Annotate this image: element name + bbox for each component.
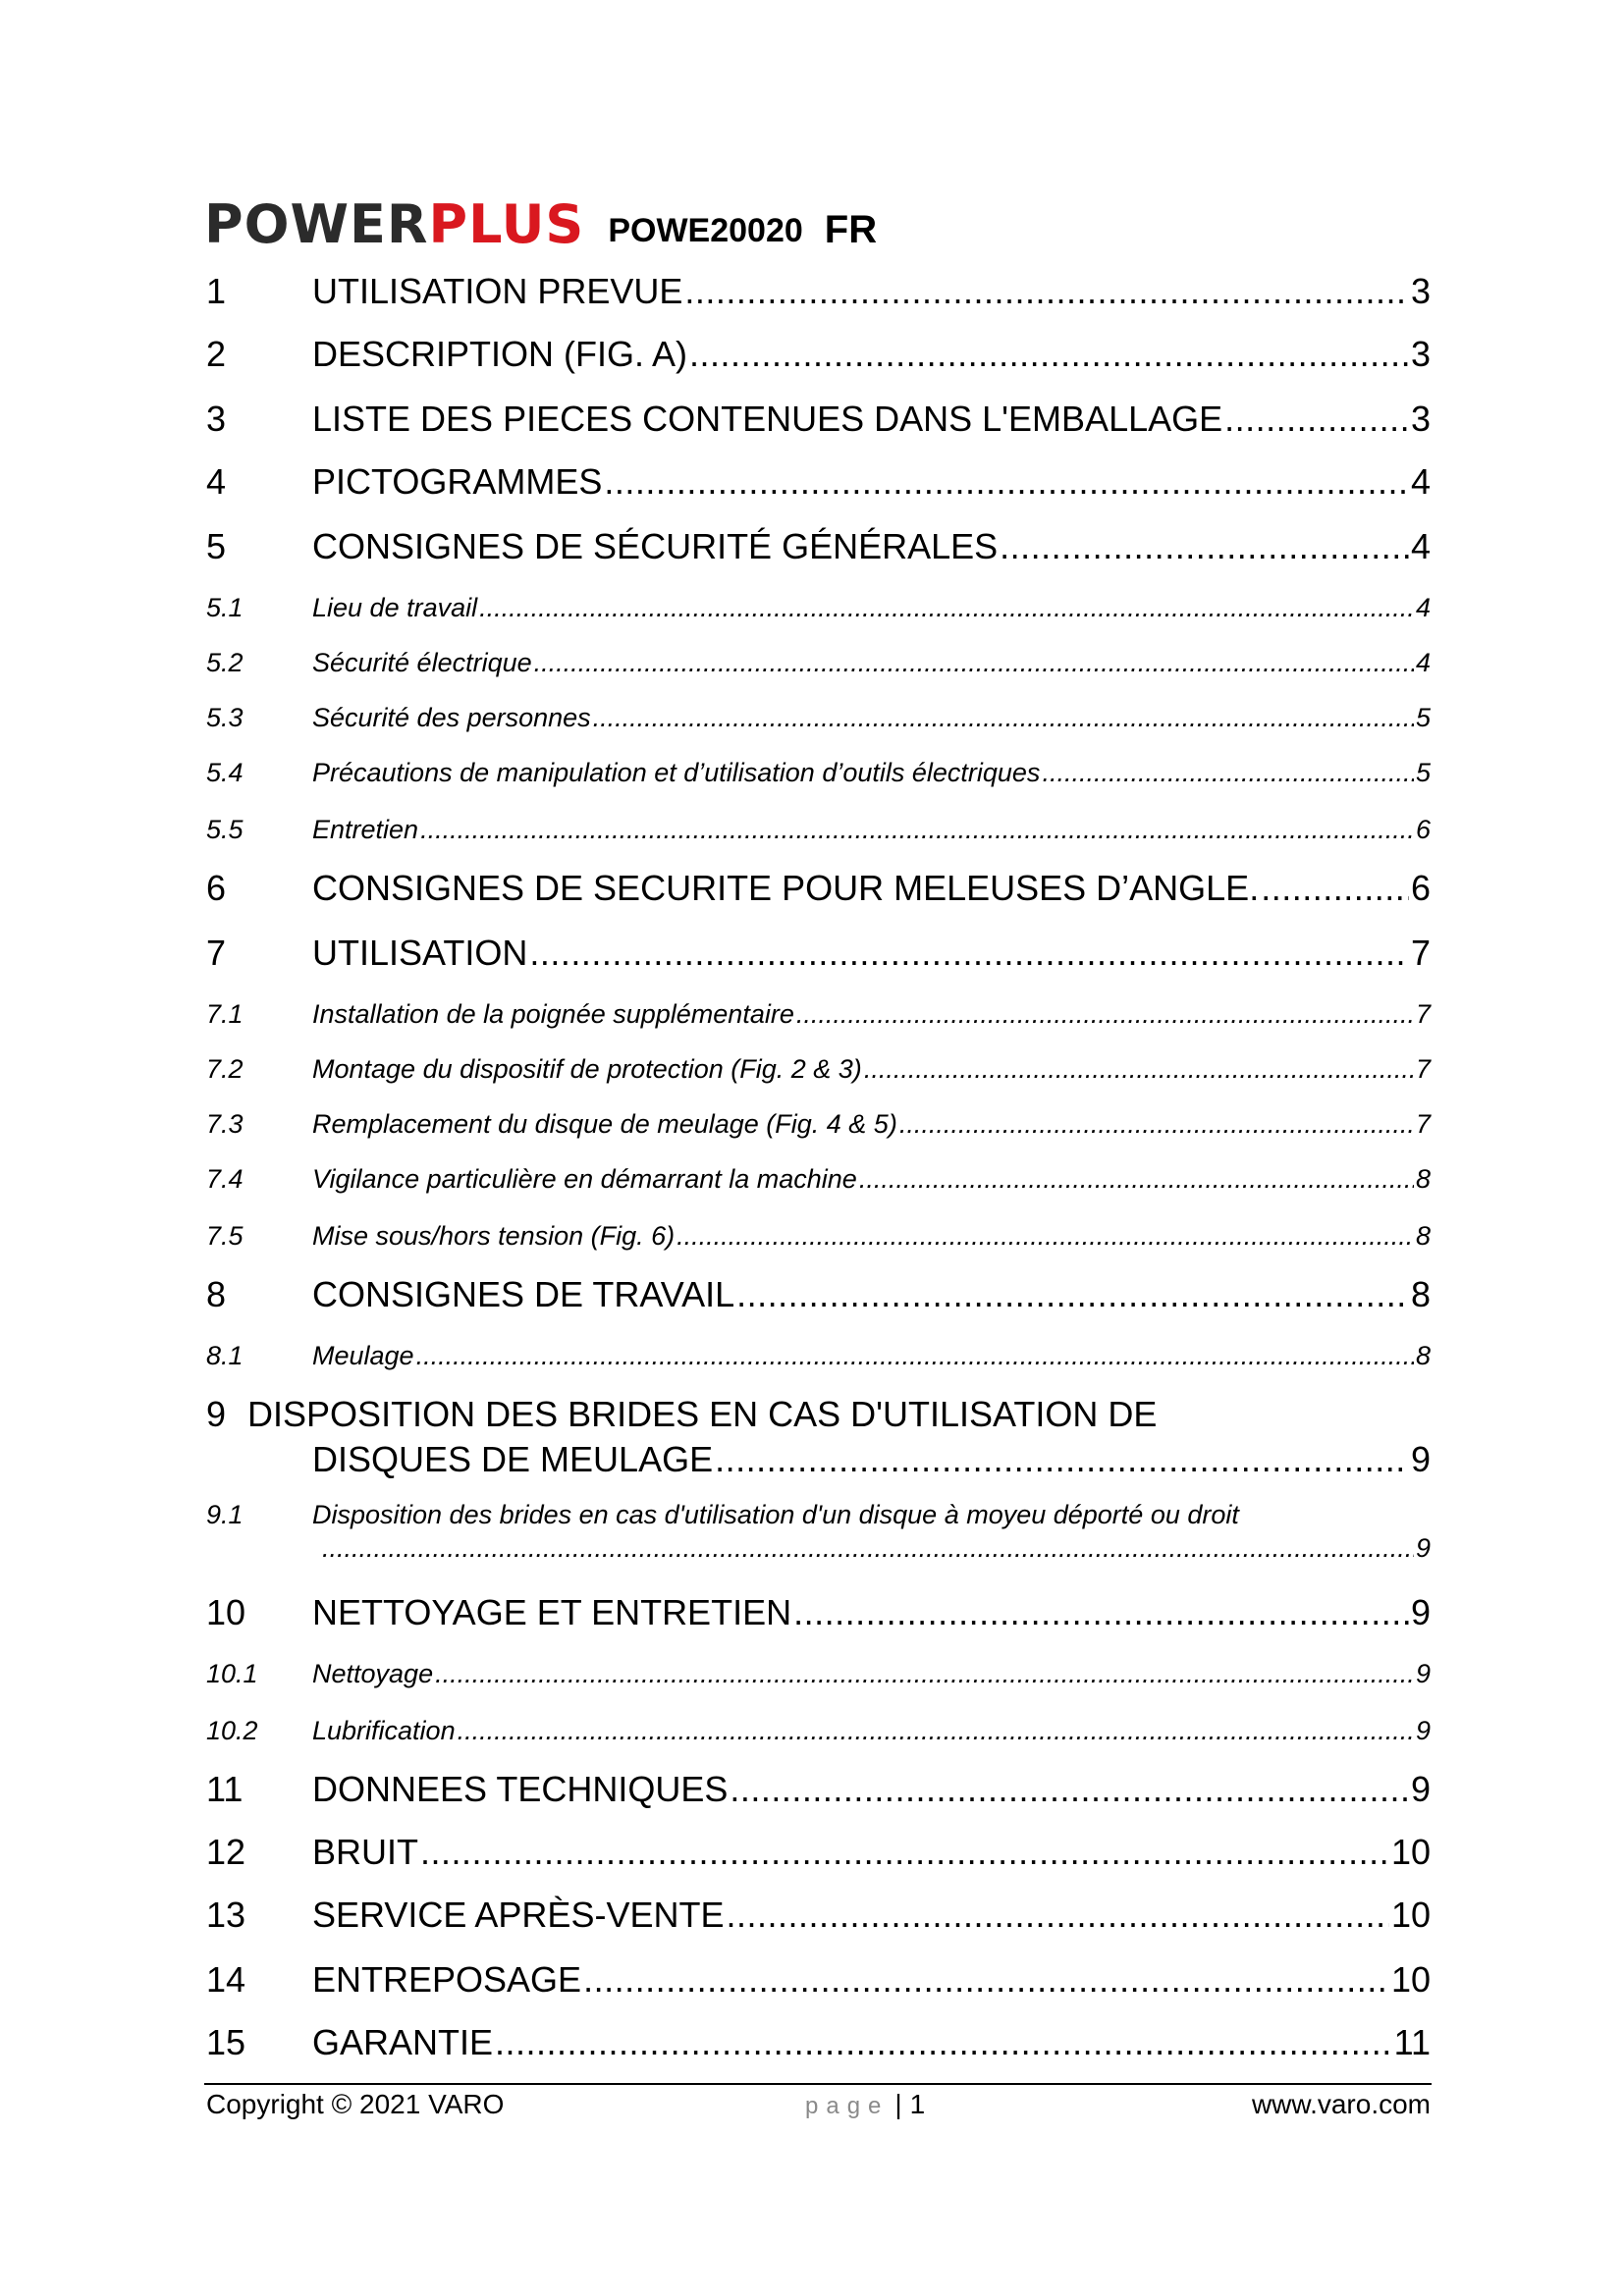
toc-page-number: 8 [1415, 1221, 1431, 1251]
toc-title: Nettoyage [312, 1659, 434, 1688]
toc-entry-2[interactable] [206, 334, 1431, 375]
page-label: page [805, 2093, 890, 2119]
toc-page-number: 3 [1410, 334, 1431, 374]
toc-leader-dots [593, 703, 1414, 733]
toc-title: NETTOYAGE ET ENTRETIEN [312, 1592, 792, 1632]
toc-number: 6 [206, 868, 227, 908]
toc-leader-dots [583, 1959, 1389, 2001]
toc-number: 1 [206, 271, 227, 311]
toc-entry-7-2[interactable] [206, 1054, 1431, 1085]
toc-entry-13[interactable] [206, 1895, 1431, 1936]
toc-entry-3[interactable] [206, 399, 1431, 440]
toc-entry-7-5[interactable] [206, 1221, 1431, 1252]
toc-title: UTILISATION [312, 933, 528, 973]
toc-leader-dots [416, 1341, 1414, 1371]
toc-leader-dots [495, 2022, 1392, 2063]
toc-leader-dots [1224, 399, 1409, 440]
toc-entry-5[interactable] [206, 526, 1431, 567]
toc-leader-dots [1000, 526, 1409, 567]
toc-title: Sécurité des personnes [312, 703, 591, 732]
toc-page-number: 10 [1390, 1895, 1431, 1935]
page-indicator [805, 2089, 925, 2120]
toc-leader-dots [689, 334, 1409, 375]
toc-number: 10.1 [206, 1659, 258, 1688]
toc-leader-dots [796, 999, 1414, 1030]
toc-number: 8.1 [206, 1341, 244, 1370]
toc-page-number: 7 [1415, 1109, 1431, 1139]
toc-number: 5.4 [206, 758, 244, 787]
toc-leader-dots [684, 271, 1409, 312]
toc-leader-dots [730, 1769, 1409, 1810]
toc-title: LISTE DES PIECES CONTENUES DANS L'EMBALLAGE [312, 399, 1223, 439]
toc-number: 10 [206, 1592, 246, 1632]
toc-title: Lubrification [312, 1716, 456, 1745]
toc-page-number: 9 [1415, 1716, 1431, 1745]
toc-number: 7.2 [206, 1054, 244, 1084]
toc-leader-dots [1261, 868, 1409, 909]
copyright-text: Copyright © 2021 VARO [206, 2089, 505, 2119]
page-footer [206, 2089, 1431, 2128]
toc-number: 5.2 [206, 648, 244, 677]
toc-leader-dots [899, 1109, 1414, 1140]
toc-title: Lieu de travail [312, 593, 478, 622]
toc-page-number: 7 [1410, 933, 1431, 973]
toc-entry-11[interactable] [206, 1769, 1431, 1810]
toc-title: Meulage [312, 1341, 414, 1370]
toc-number: 14 [206, 1959, 246, 2000]
toc-leader-dots [736, 1274, 1409, 1315]
toc-entry-4[interactable] [206, 461, 1431, 503]
toc-page-number: 7 [1415, 1054, 1431, 1084]
toc-entry-7-1[interactable] [206, 999, 1431, 1030]
toc-leader-dots [793, 1592, 1409, 1633]
toc-leader-dots [677, 1221, 1414, 1252]
toc-leader-dots [859, 1164, 1414, 1195]
toc-page-number: 8 [1410, 1274, 1431, 1314]
toc-title: Sécurité électrique [312, 648, 532, 677]
toc-entry-9-1-line1[interactable] [206, 1500, 1239, 1530]
toc-number: 5.3 [206, 703, 244, 732]
model-number: POWE20020 [608, 212, 803, 249]
toc-leader-dots [529, 933, 1409, 974]
toc-page-number: 9 [1410, 1439, 1431, 1479]
toc-title: CONSIGNES DE SÉCURITÉ GÉNÉRALES [312, 526, 999, 566]
toc-page-number: 5 [1415, 703, 1431, 732]
toc-entry-9-line1[interactable] [206, 1394, 1157, 1435]
toc-leader-dots [435, 1659, 1414, 1689]
toc-leader-dots [420, 815, 1414, 845]
toc-leader-dots [715, 1439, 1409, 1480]
toc-title: UTILISATION PREVUE [312, 271, 683, 311]
toc-leader-dots [322, 1533, 1414, 1564]
logo-power-text: POWER [204, 193, 429, 255]
toc-number: 9 [206, 1394, 227, 1434]
toc-title: Remplacement du disque de meulage (Fig. 4 & 5) [312, 1109, 897, 1139]
powerplus-logo [204, 193, 585, 255]
page-separator: | [894, 2089, 902, 2119]
toc-page-number: 4 [1410, 526, 1431, 566]
toc-entry-7[interactable] [206, 933, 1431, 974]
toc-title: Montage du dispositif de protection (Fig. 2 & 3) [312, 1054, 862, 1084]
language-code: FR [824, 208, 878, 251]
toc-page-number: 4 [1415, 648, 1431, 677]
toc-number: 7.1 [206, 999, 244, 1029]
toc-entry-1[interactable] [206, 271, 1431, 312]
toc-entry-7-3[interactable] [206, 1109, 1431, 1140]
toc-title: DONNEES TECHNIQUES [312, 1769, 729, 1809]
toc-number: 5.5 [206, 815, 244, 844]
page-number: 1 [909, 2089, 926, 2119]
toc-entry-5-4[interactable] [206, 758, 1431, 788]
toc-entry-12[interactable] [206, 1832, 1431, 1873]
toc-page-number: 7 [1415, 999, 1431, 1029]
toc-entry-8-1[interactable] [206, 1341, 1431, 1371]
toc-title: CONSIGNES DE TRAVAIL [312, 1274, 735, 1314]
toc-leader-dots [420, 1832, 1389, 1873]
toc-title: CONSIGNES DE SECURITE POUR MELEUSES D’ANGLE. [312, 868, 1260, 908]
toc-number: 8 [206, 1274, 227, 1314]
toc-entry-7-4[interactable] [206, 1164, 1431, 1195]
footer-divider [204, 2083, 1432, 2085]
toc-entry-8[interactable] [206, 1274, 1431, 1315]
toc-number: 7.3 [206, 1109, 244, 1139]
toc-title: Entretien [312, 815, 419, 844]
toc-title: SERVICE APRÈS-VENTE [312, 1895, 725, 1935]
toc-title: GARANTIE [312, 2022, 494, 2062]
toc-page-number: 9 [1410, 1769, 1431, 1809]
toc-title: Mise sous/hors tension (Fig. 6) [312, 1221, 676, 1251]
toc-title: DISPOSITION DES BRIDES EN CAS D'UTILISATION DE [247, 1394, 1158, 1434]
document-header [204, 192, 878, 255]
toc-page-number: 4 [1415, 593, 1431, 622]
toc-title: Précautions de manipulation et d’utilisation d’outils électriques [312, 758, 1041, 787]
toc-number: 12 [206, 1832, 246, 1872]
toc-number: 7 [206, 933, 227, 973]
toc-entry-5-2[interactable] [206, 648, 1431, 678]
toc-page-number: 6 [1415, 815, 1431, 844]
toc-title: DESCRIPTION (FIG. A) [312, 334, 688, 374]
toc-leader-dots [1042, 758, 1414, 788]
toc-page-number: 11 [1393, 2022, 1431, 2062]
toc-number: 7.5 [206, 1221, 244, 1251]
toc-number: 7.4 [206, 1164, 244, 1194]
toc-number: 10.2 [206, 1716, 258, 1745]
toc-entry-10-2[interactable] [206, 1716, 1431, 1746]
toc-title: DISQUES DE MEULAGE [312, 1439, 714, 1479]
toc-entry-14[interactable] [206, 1959, 1431, 2001]
toc-title: ENTREPOSAGE [312, 1959, 582, 2000]
toc-entry-10[interactable] [206, 1592, 1431, 1633]
toc-page-number: 3 [1410, 399, 1431, 439]
toc-entry-10-1[interactable] [206, 1659, 1431, 1689]
toc-leader-dots [534, 648, 1414, 678]
toc-leader-dots [479, 593, 1414, 623]
toc-entry-5-3[interactable] [206, 703, 1431, 733]
toc-number: 5.1 [206, 593, 244, 622]
toc-number: 9.1 [206, 1500, 244, 1529]
toc-page-number: 10 [1390, 1832, 1431, 1872]
toc-page-number: 3 [1410, 271, 1431, 311]
toc-number: 11 [206, 1769, 244, 1809]
toc-page-number: 9 [1410, 1592, 1431, 1632]
toc-leader-dots [458, 1716, 1414, 1746]
toc-title: Disposition des brides en cas d'utilisation d'un disque à moyeu déporté ou droit [312, 1500, 1239, 1529]
toc-entry-6[interactable] [206, 868, 1431, 909]
toc-number: 4 [206, 461, 227, 502]
toc-page-number: 6 [1410, 868, 1431, 908]
toc-number: 13 [206, 1895, 246, 1935]
toc-page-number: 9 [1415, 1533, 1431, 1563]
toc-page-number: 10 [1390, 1959, 1431, 2000]
toc-title: Installation de la poignée supplémentaire [312, 999, 794, 1029]
toc-number: 2 [206, 334, 227, 374]
website-link[interactable]: www.varo.com [1251, 2089, 1431, 2119]
toc-title: Vigilance particulière en démarrant la machine [312, 1164, 857, 1194]
logo-plus-text: PLUS [428, 193, 585, 255]
toc-entry-5-1[interactable] [206, 593, 1431, 623]
toc-page-number: 9 [1415, 1659, 1431, 1688]
toc-page-number: 8 [1415, 1164, 1431, 1194]
toc-entry-15[interactable] [206, 2022, 1431, 2063]
toc-number: 15 [206, 2022, 246, 2062]
toc-page-number: 8 [1415, 1341, 1431, 1370]
toc-entry-5-5[interactable] [206, 815, 1431, 845]
toc-entry-9-line2[interactable] [312, 1439, 1431, 1480]
toc-leader-dots [604, 461, 1409, 503]
toc-number: 5 [206, 526, 227, 566]
toc-leader-dots [864, 1054, 1414, 1085]
toc-entry-9-1-line2[interactable] [320, 1533, 1431, 1564]
toc-number: 3 [206, 399, 227, 439]
toc-page-number: 4 [1410, 461, 1431, 502]
toc-leader-dots [726, 1895, 1388, 1936]
toc-page-number: 5 [1415, 758, 1431, 787]
toc-title: PICTOGRAMMES [312, 461, 603, 502]
toc-title: BRUIT [312, 1832, 418, 1872]
